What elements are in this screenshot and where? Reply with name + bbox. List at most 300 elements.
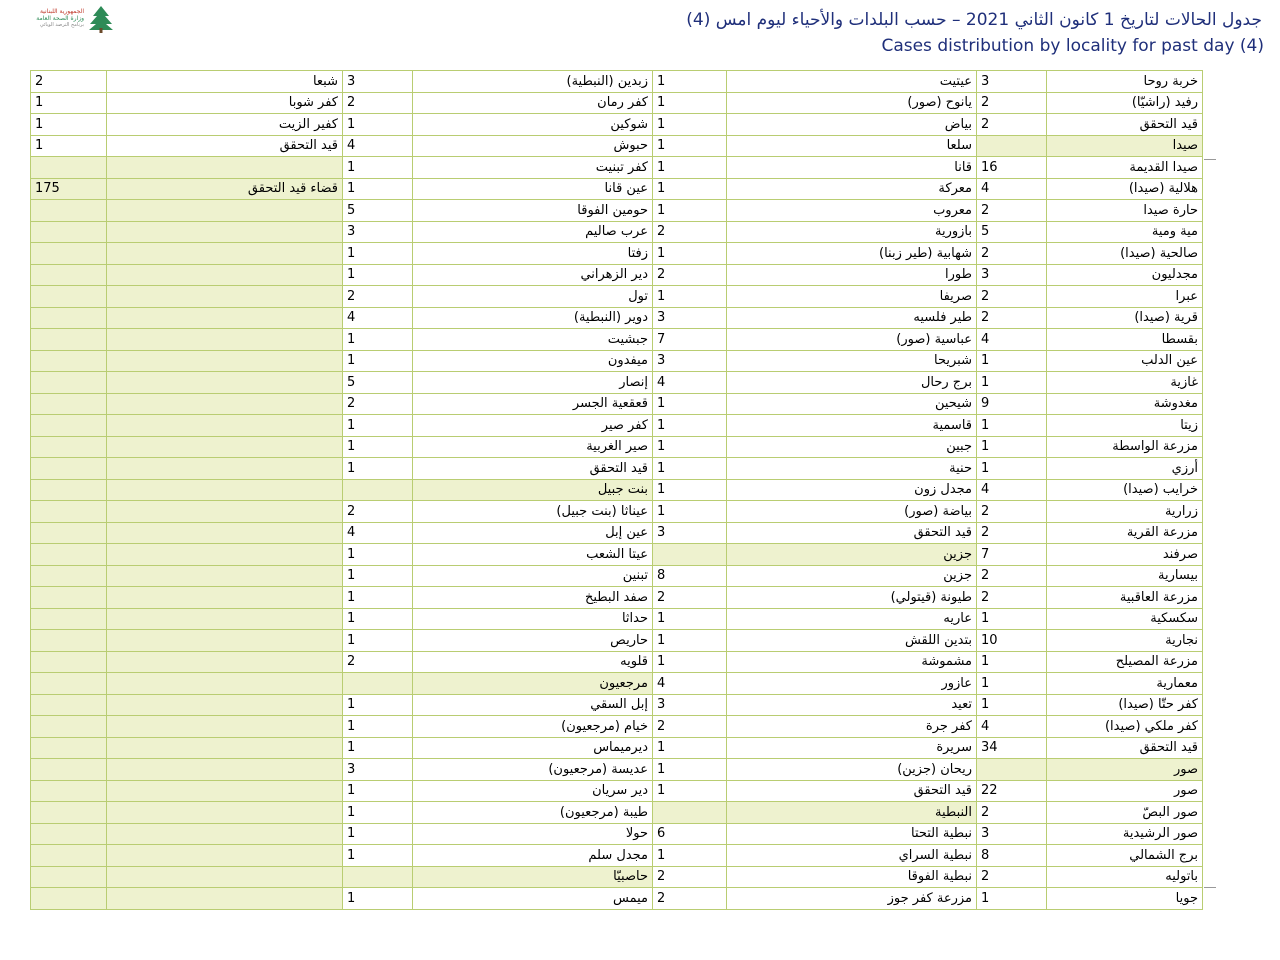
case-count: 5 <box>977 221 1047 243</box>
case-count: 1 <box>343 458 413 480</box>
case-count: 2 <box>653 587 727 609</box>
locality-name: ميمس <box>413 888 653 910</box>
locality-name: عين الدلب <box>1047 350 1203 372</box>
locality-name: صالحية (صيدا) <box>1047 243 1203 265</box>
locality-name: قرية (صيدا) <box>1047 307 1203 329</box>
locality-name: خرايب (صيدا) <box>1047 479 1203 501</box>
case-count <box>31 372 107 394</box>
case-count: 2 <box>31 71 107 93</box>
case-count: 4 <box>343 135 413 157</box>
table-row <box>31 565 1203 587</box>
table-row <box>31 651 1203 673</box>
case-count <box>31 651 107 673</box>
case-count: 2 <box>343 393 413 415</box>
locality-name: برج رحال <box>727 372 977 394</box>
locality-name: قيد التحقق <box>413 458 653 480</box>
case-count: 3 <box>343 71 413 93</box>
case-count: 1 <box>653 157 727 179</box>
case-count <box>31 845 107 867</box>
locality-name: بازورية <box>727 221 977 243</box>
case-count: 1 <box>653 501 727 523</box>
locality-name: حومين الفوقا <box>413 200 653 222</box>
locality-name: مزرعة القرية <box>1047 522 1203 544</box>
locality-name: سكسكية <box>1047 608 1203 630</box>
locality-name: قاسمية <box>727 415 977 437</box>
case-count: 2 <box>977 565 1047 587</box>
case-count: 1 <box>31 135 107 157</box>
case-count: 2 <box>343 651 413 673</box>
locality-name <box>107 888 343 910</box>
case-count <box>977 135 1047 157</box>
locality-name: جبين <box>727 436 977 458</box>
case-count: 1 <box>977 651 1047 673</box>
table-row <box>31 759 1203 781</box>
case-count: 2 <box>977 200 1047 222</box>
locality-name: بيسارية <box>1047 565 1203 587</box>
case-count: 1 <box>653 608 727 630</box>
case-count: 2 <box>977 307 1047 329</box>
locality-name: باتوليه <box>1047 866 1203 888</box>
table-row <box>31 716 1203 738</box>
locality-name <box>107 243 343 265</box>
locality-name: معركة <box>727 178 977 200</box>
table-row <box>31 243 1203 265</box>
locality-name: مغدوشة <box>1047 393 1203 415</box>
case-count <box>31 501 107 523</box>
locality-name: هلالية (صيدا) <box>1047 178 1203 200</box>
locality-name: عديسة (مرجعيون) <box>413 759 653 781</box>
locality-name: إبل السقي <box>413 694 653 716</box>
locality-name: كفر رمان <box>413 92 653 114</box>
locality-name: بياضة (صور) <box>727 501 977 523</box>
locality-name <box>107 221 343 243</box>
case-count <box>31 415 107 437</box>
case-count: 1 <box>343 329 413 351</box>
locality-name <box>107 802 343 824</box>
locality-name: صير الغربية <box>413 436 653 458</box>
case-count <box>31 716 107 738</box>
case-count: 2 <box>343 501 413 523</box>
district-header: مرجعيون <box>413 673 653 695</box>
case-count: 7 <box>653 329 727 351</box>
locality-name: عين إبل <box>413 522 653 544</box>
case-count: 3 <box>653 307 727 329</box>
case-count: 5 <box>343 200 413 222</box>
locality-name: طيونة (قيتولي) <box>727 587 977 609</box>
case-count: 1 <box>653 92 727 114</box>
locality-name: قيد التحقق <box>727 522 977 544</box>
locality-name: حاريص <box>413 630 653 652</box>
locality-name: خيام (مرجعيون) <box>413 716 653 738</box>
edge-mark <box>1204 887 1216 888</box>
case-count: 1 <box>977 694 1047 716</box>
locality-name: مزرعة المصيلح <box>1047 651 1203 673</box>
case-count: 3 <box>653 694 727 716</box>
case-count: 3 <box>343 759 413 781</box>
case-count: 2 <box>653 888 727 910</box>
locality-name: صور الرشيدية <box>1047 823 1203 845</box>
case-count <box>977 759 1047 781</box>
locality-name: قيد التحقق <box>107 135 343 157</box>
table-row <box>31 737 1203 759</box>
edge-mark <box>1204 159 1216 160</box>
table-row <box>31 522 1203 544</box>
table-row <box>31 415 1203 437</box>
locality-name: أرزي <box>1047 458 1203 480</box>
locality-name: طير فلسيه <box>727 307 977 329</box>
locality-name: مية ومية <box>1047 221 1203 243</box>
locality-name <box>107 458 343 480</box>
locality-name: ريحان (جزين) <box>727 759 977 781</box>
locality-name: تبنين <box>413 565 653 587</box>
case-count: 4 <box>977 716 1047 738</box>
case-count: 5 <box>343 372 413 394</box>
case-count: 16 <box>977 157 1047 179</box>
locality-name: خربة روحا <box>1047 71 1203 93</box>
case-count: 1 <box>977 436 1047 458</box>
locality-name <box>107 866 343 888</box>
case-count: 2 <box>977 92 1047 114</box>
case-count: 3 <box>977 71 1047 93</box>
locality-name: تول <box>413 286 653 308</box>
locality-name: قضاء قيد التحقق <box>107 178 343 200</box>
locality-name <box>107 393 343 415</box>
table-row <box>31 587 1203 609</box>
locality-name: شبريحا <box>727 350 977 372</box>
locality-name <box>107 565 343 587</box>
case-count: 1 <box>653 393 727 415</box>
case-count: 2 <box>977 522 1047 544</box>
case-count: 1 <box>977 372 1047 394</box>
case-count: 1 <box>653 135 727 157</box>
case-count <box>31 866 107 888</box>
table-row <box>31 866 1203 888</box>
table-row <box>31 802 1203 824</box>
case-count <box>31 221 107 243</box>
locality-name <box>107 544 343 566</box>
locality-name: قلويه <box>413 651 653 673</box>
case-count: 2 <box>977 114 1047 136</box>
case-count: 3 <box>343 221 413 243</box>
case-count: 4 <box>977 479 1047 501</box>
district-header: بنت جبيل <box>413 479 653 501</box>
locality-name <box>107 673 343 695</box>
report-title-english: Cases distribution by locality for past day (4) <box>881 36 1264 56</box>
table-row <box>31 92 1203 114</box>
table-row <box>31 888 1203 910</box>
locality-name <box>107 823 343 845</box>
district-header: صيدا <box>1047 135 1203 157</box>
locality-name: طورا <box>727 264 977 286</box>
table-row <box>31 608 1203 630</box>
case-count: 1 <box>31 92 107 114</box>
table-row <box>31 71 1203 93</box>
case-count <box>31 243 107 265</box>
locality-name: دوير (النبطية) <box>413 307 653 329</box>
case-count: 8 <box>653 565 727 587</box>
case-count: 1 <box>343 415 413 437</box>
locality-name: مشموشة <box>727 651 977 673</box>
locality-name <box>107 780 343 802</box>
case-count: 1 <box>343 243 413 265</box>
locality-name: زفتا <box>413 243 653 265</box>
locality-name: عازور <box>727 673 977 695</box>
locality-name: غازية <box>1047 372 1203 394</box>
table-row <box>31 845 1203 867</box>
locality-name: طيبة (مرجعيون) <box>413 802 653 824</box>
case-count: 1 <box>343 716 413 738</box>
locality-name: مزرعة كفر جوز <box>727 888 977 910</box>
table-row <box>31 329 1203 351</box>
locality-name: حداثا <box>413 608 653 630</box>
case-count <box>31 694 107 716</box>
locality-name: زيتا <box>1047 415 1203 437</box>
case-count: 2 <box>653 221 727 243</box>
case-count <box>31 802 107 824</box>
case-count: 1 <box>653 479 727 501</box>
case-count <box>31 522 107 544</box>
locality-name: شهابية (طير زبنا) <box>727 243 977 265</box>
case-count: 4 <box>343 522 413 544</box>
case-count: 1 <box>977 608 1047 630</box>
locality-name: صيدا القديمة <box>1047 157 1203 179</box>
locality-name: عيتيت <box>727 71 977 93</box>
report-title-arabic: جدول الحالات لتاريخ 1 كانون الثاني 2021 – حسب البلدات والأحياء ليوم امس (4) <box>686 10 1262 30</box>
locality-name: يانوح (صور) <box>727 92 977 114</box>
locality-name: حنية <box>727 458 977 480</box>
locality-name: ميفدون <box>413 350 653 372</box>
case-count <box>653 544 727 566</box>
locality-name: دير الزهراني <box>413 264 653 286</box>
locality-name: جزين <box>727 565 977 587</box>
district-header: حاصبيّا <box>413 866 653 888</box>
ministry-logo <box>8 4 118 36</box>
table-row <box>31 823 1203 845</box>
locality-name: قعقعية الجسر <box>413 393 653 415</box>
case-count: 1 <box>653 651 727 673</box>
locality-name <box>107 845 343 867</box>
locality-name: بقسطا <box>1047 329 1203 351</box>
table-row <box>31 694 1203 716</box>
locality-name: عين قانا <box>413 178 653 200</box>
locality-name <box>107 694 343 716</box>
case-count: 1 <box>653 458 727 480</box>
cases-table-body <box>31 71 1203 910</box>
case-count: 3 <box>977 823 1047 845</box>
case-count: 1 <box>653 286 727 308</box>
case-count: 1 <box>343 565 413 587</box>
case-count <box>31 286 107 308</box>
case-count: 1 <box>653 436 727 458</box>
case-count: 1 <box>343 845 413 867</box>
district-header: جزين <box>727 544 977 566</box>
case-count: 1 <box>343 264 413 286</box>
locality-name: شوكين <box>413 114 653 136</box>
case-count: 2 <box>977 866 1047 888</box>
locality-name: سريرة <box>727 737 977 759</box>
locality-name: بياض <box>727 114 977 136</box>
logo-line-1: الجمهورية اللبنانية <box>39 8 84 15</box>
locality-name: معمارية <box>1047 673 1203 695</box>
table-row <box>31 157 1203 179</box>
locality-name <box>107 329 343 351</box>
case-count <box>31 458 107 480</box>
case-count: 2 <box>343 286 413 308</box>
case-count: 4 <box>653 372 727 394</box>
case-count: 1 <box>977 415 1047 437</box>
case-count: 3 <box>653 522 727 544</box>
locality-name: زبدين (النبطية) <box>413 71 653 93</box>
case-count: 1 <box>343 114 413 136</box>
table-row <box>31 458 1203 480</box>
case-count <box>31 737 107 759</box>
locality-name: مزرعة العاقبية <box>1047 587 1203 609</box>
case-count <box>343 673 413 695</box>
case-count: 10 <box>977 630 1047 652</box>
case-count: 22 <box>977 780 1047 802</box>
case-count: 8 <box>977 845 1047 867</box>
locality-name: تعيد <box>727 694 977 716</box>
locality-name: صور <box>1047 780 1203 802</box>
locality-name <box>107 372 343 394</box>
case-count: 1 <box>977 458 1047 480</box>
locality-name: مزرعة الواسطة <box>1047 436 1203 458</box>
table-row <box>31 178 1203 200</box>
table-row <box>31 264 1203 286</box>
case-count: 1 <box>977 673 1047 695</box>
case-count <box>31 888 107 910</box>
case-count: 9 <box>977 393 1047 415</box>
case-count <box>31 544 107 566</box>
table-row <box>31 221 1203 243</box>
case-count: 1 <box>653 415 727 437</box>
locality-name: عاريه <box>727 608 977 630</box>
case-count: 1 <box>653 114 727 136</box>
case-count <box>31 200 107 222</box>
locality-name: قيد التحقق <box>727 780 977 802</box>
case-count <box>31 673 107 695</box>
locality-name <box>107 157 343 179</box>
locality-name: جبشيت <box>413 329 653 351</box>
case-count <box>31 630 107 652</box>
table-row <box>31 114 1203 136</box>
locality-name <box>107 501 343 523</box>
locality-name <box>107 759 343 781</box>
case-count: 2 <box>653 866 727 888</box>
case-count: 1 <box>653 780 727 802</box>
table-row <box>31 544 1203 566</box>
locality-name: عيناثا (بنت جبيل) <box>413 501 653 523</box>
locality-name <box>107 737 343 759</box>
locality-name: معروب <box>727 200 977 222</box>
case-count: 1 <box>653 243 727 265</box>
case-count: 2 <box>977 286 1047 308</box>
case-count: 1 <box>343 737 413 759</box>
locality-name: حولا <box>413 823 653 845</box>
case-count: 4 <box>343 307 413 329</box>
locality-name: قانا <box>727 157 977 179</box>
locality-name <box>107 587 343 609</box>
case-count: 4 <box>977 178 1047 200</box>
locality-name: برج الشمالي <box>1047 845 1203 867</box>
logo-line-3: برنامج الترصد الوبائي <box>39 22 84 28</box>
case-count <box>31 759 107 781</box>
locality-name <box>107 436 343 458</box>
locality-name: دير سريان <box>413 780 653 802</box>
locality-name: جويا <box>1047 888 1203 910</box>
case-count <box>31 479 107 501</box>
locality-name: زرارية <box>1047 501 1203 523</box>
locality-name: صرفند <box>1047 544 1203 566</box>
locality-name: صفد البطيخ <box>413 587 653 609</box>
case-count <box>31 608 107 630</box>
case-count <box>31 329 107 351</box>
case-count <box>343 479 413 501</box>
locality-name: شيحين <box>727 393 977 415</box>
locality-name: مجدل زون <box>727 479 977 501</box>
locality-name: عرب صاليم <box>413 221 653 243</box>
table-row <box>31 307 1203 329</box>
case-count: 1 <box>343 823 413 845</box>
table-row <box>31 135 1203 157</box>
district-header: صور <box>1047 759 1203 781</box>
case-count: 1 <box>343 436 413 458</box>
locality-name: ديرميماس <box>413 737 653 759</box>
case-count: 1 <box>653 178 727 200</box>
case-count <box>31 157 107 179</box>
case-count <box>653 802 727 824</box>
case-count: 2 <box>977 501 1047 523</box>
case-count: 6 <box>653 823 727 845</box>
locality-name <box>107 307 343 329</box>
locality-name <box>107 479 343 501</box>
case-count <box>31 264 107 286</box>
case-count <box>31 823 107 845</box>
case-count: 34 <box>977 737 1047 759</box>
case-count: 1 <box>343 608 413 630</box>
locality-name: كفير الزيت <box>107 114 343 136</box>
case-count: 4 <box>653 673 727 695</box>
locality-name: سلعا <box>727 135 977 157</box>
case-count <box>31 587 107 609</box>
locality-name <box>107 716 343 738</box>
case-count: 2 <box>977 802 1047 824</box>
case-count: 1 <box>31 114 107 136</box>
cedar-icon <box>86 4 116 34</box>
case-count: 2 <box>653 716 727 738</box>
locality-name: عبرا <box>1047 286 1203 308</box>
case-count <box>31 436 107 458</box>
locality-name <box>107 286 343 308</box>
locality-name: نبطية الفوقا <box>727 866 977 888</box>
case-count: 1 <box>343 630 413 652</box>
locality-name: نبطية السراي <box>727 845 977 867</box>
logo-text <box>14 8 84 29</box>
case-count: 1 <box>653 200 727 222</box>
case-count: 1 <box>343 780 413 802</box>
locality-name <box>107 651 343 673</box>
case-count: 3 <box>653 350 727 372</box>
locality-name: حارة صيدا <box>1047 200 1203 222</box>
locality-name: عباسية (صور) <box>727 329 977 351</box>
case-count: 1 <box>653 630 727 652</box>
case-count: 1 <box>977 888 1047 910</box>
locality-name <box>107 522 343 544</box>
case-count: 1 <box>343 888 413 910</box>
case-count <box>31 350 107 372</box>
locality-name <box>107 264 343 286</box>
district-header: النبطية <box>727 802 977 824</box>
